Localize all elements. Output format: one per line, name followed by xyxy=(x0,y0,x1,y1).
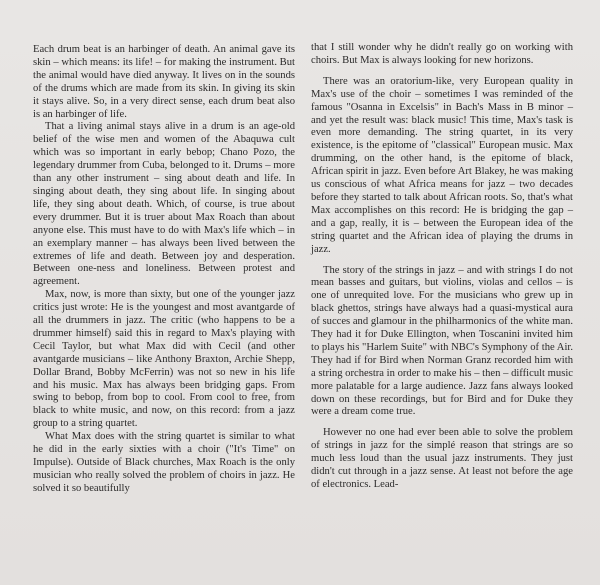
paragraph: What Max does with the string quartet is similar to what he did in the early sixties with a choir ("It's Time" on Impulse). Outside of Black churches, Max Roach is the only musician who really solved the problem of choirs in jazz. He solved it so beautifully xyxy=(33,431,295,494)
paragraph: There was an oratorium-like, very European quality in Max's use of the choir – sometimes I was reminded of the famous "Osanna in Excelsis" in Bach's Mass in B minor – and yet the result was: black music! This time, Max's task is even more demanding. The string quartet, in its very existence, is the epitome of "classical" European music. Max drumming, on the other hand, is the epitome of black, African spirit in jazz. Even before Art Blakey, he was making us conscious of what Africa means for jazz – two decades before they started to talk about African roots. So, that's what Max accomplishes on this record: He is bridging the gap – and a gap, really, it is – between the European idea of the string quartet and the African idea of playing the drums in jazz. xyxy=(311,75,573,255)
paragraph: that I still wonder why he didn't really go on working with choirs. But Max is always looking for new horizons. xyxy=(311,42,573,66)
left-text-column xyxy=(33,44,295,496)
right-text-column xyxy=(311,42,573,492)
paragraph: That a living animal stays alive in a drum is an age-old belief of the wise men and women of the Abaquwa cult which was so important in early bebop; Chano Pozo, the legendary drummer from Cuba, belonged to it. Drums – more than any other instrument – sing about death and life. In singing about death, they sing about life. In singing about life, they sing about death. Which, of course, is true about every drummer. But it is truer about Max Roach than about anyone else. This must have to do with Max's life which – in an exemplary manner – has always been lived between the extremes of life and death. Between joy and desperation. Between one-ness and loneliness. Between protest and agreement. xyxy=(33,121,295,288)
paragraph: Max, now, is more than sixty, but one of the younger jazz critics just wrote: He is the youngest and most avantgarde of all the drummers in jazz. The critic (who happens to be a drummer himself) said this in regard to Max's playing with Cecil Taylor, but what Max did with Cecil (and other avantgarde musicians – like Anthony Braxton, Archie Shepp, Dollar Brand, Bobby McFerrin) was not so new in his life and his music. Max has always been bridging gaps. From swing to bebop, from bop to cool. From cool to free, from black to white music, and now, on this record: from a jazz group to a string quartet. xyxy=(33,289,295,430)
paragraph: Each drum beat is an harbinger of death. An animal gave its skin – which means: its life! – for making the instrument. But the animal would have died anyway. It lives on in the sounds of the drums which are made from its skin. In giving its skin it stays alive. So, in a very direct sense, each drum beat also is an harbinger of life. xyxy=(33,44,295,120)
paragraph: The story of the strings in jazz – and with strings I do not mean basses and guitars, but violins, violas and cellos – is one of unrequited love. For the musicians who grew up in black ghettos, strings have always had a quasi-mystical aura of succes and glamour in the philharmonics of the white man. They had it for Duke Ellington, when Toscanini invited him to plays his "Harlem Suite" with NBC's Symphony of the Air. They had if for Bird when Norman Granz recorded him with a string orchestra in order to make his – then – difficult music more palatable for a large audience. Jazz fans always looked down on these recordings, but for Bird and for Duke they were a dream come true. xyxy=(311,264,573,418)
paragraph: However no one had ever been able to solve the problem of strings in jazz for the simplé reason that strings are so much less loud than the usual jazz instruments. They just didn't cut through in a jazz sense. At least not before the age of electronics. Lead- xyxy=(311,427,573,490)
